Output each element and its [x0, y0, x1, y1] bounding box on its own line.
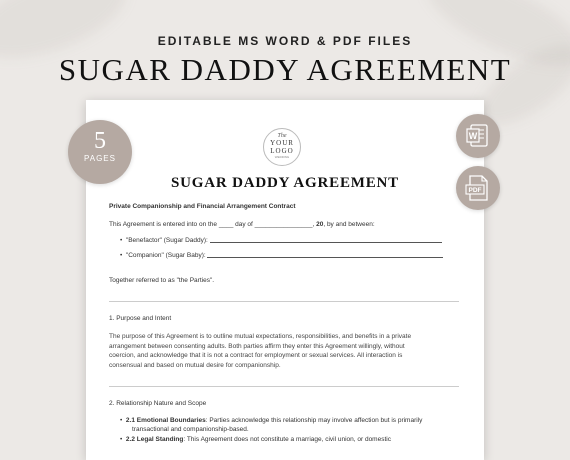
- intro-part1: This Agreement is entered into on the ____ day of ________________,: [109, 221, 315, 228]
- paragraph-line: consensual and based on mutual desire for companionship.: [109, 361, 281, 369]
- intro-year: 20: [316, 221, 324, 228]
- word-letter: W: [468, 131, 478, 141]
- together-line: Together referred to as "the Parties".: [109, 277, 215, 284]
- document-preview: [86, 100, 484, 460]
- logo-line: LOGO: [270, 147, 294, 155]
- bullet-dot: •: [120, 417, 123, 424]
- document-subtitle: Private Companionship and Financial Arrangement Contract: [109, 203, 296, 210]
- paragraph-line: arrangement between consenting adults. Both parties affirm they enter this Agreement willingly, without: [109, 342, 405, 350]
- party-label: "Benefactor" (Sugar Daddy):: [125, 237, 208, 244]
- logo-line: WEDDING: [274, 155, 290, 159]
- signature-line: [207, 257, 443, 258]
- pdf-label: PDF: [468, 187, 482, 194]
- section-item: [120, 417, 422, 424]
- item-text: : This Agreement does not constitute a marriage, civil union, or domestic: [183, 436, 391, 443]
- document-title: SUGAR DADDY AGREEMENT: [171, 175, 399, 191]
- pdf-badge: [456, 166, 500, 210]
- logo-line: YOUR: [270, 139, 294, 147]
- party-item: [120, 252, 443, 259]
- signature-line: [210, 242, 442, 243]
- divider: [109, 301, 459, 302]
- section-item-continuation: transactional and companionship-based.: [132, 426, 249, 433]
- logo-line: The: [277, 133, 287, 139]
- party-item: [120, 237, 442, 244]
- paragraph-line: coercion, and acknowledge that it is not a contract for employment or sexual services. All interaction is: [109, 352, 403, 359]
- section-heading: 2. Relationship Nature and Scope: [109, 400, 207, 407]
- tagline: EDITABLE MS WORD & PDF FILES: [157, 34, 413, 48]
- paragraph-line: The purpose of this Agreement is to outline mutual expectations, responsibilities, and benefits in a private: [109, 333, 412, 340]
- word-badge: [456, 114, 500, 158]
- word-icon: [456, 114, 500, 158]
- section-heading: 1. Purpose and Intent: [109, 315, 172, 322]
- item-label: 2.1 Emotional Boundaries: [125, 417, 206, 424]
- pages-label: PAGES: [84, 154, 116, 163]
- intro-line: [109, 220, 375, 229]
- pdf-icon: [456, 166, 500, 210]
- divider: [109, 386, 459, 387]
- logo: [263, 128, 301, 166]
- party-label: "Companion" (Sugar Baby):: [125, 252, 206, 259]
- pages-badge: [68, 120, 132, 184]
- bullet-dot: •: [120, 436, 123, 443]
- intro-part2: , by and between:: [323, 221, 375, 228]
- page-title: SUGAR DADDY AGREEMENT: [58, 52, 512, 87]
- section-paragraph: [109, 332, 454, 370]
- item-label: 2.2 Legal Standing: [125, 436, 184, 443]
- bullet-dot: •: [120, 252, 123, 259]
- item-text: : Parties acknowledge this relationship may involve affection but is primarily: [205, 417, 423, 424]
- bullet-dot: •: [120, 237, 123, 244]
- pages-number: 5: [94, 128, 106, 154]
